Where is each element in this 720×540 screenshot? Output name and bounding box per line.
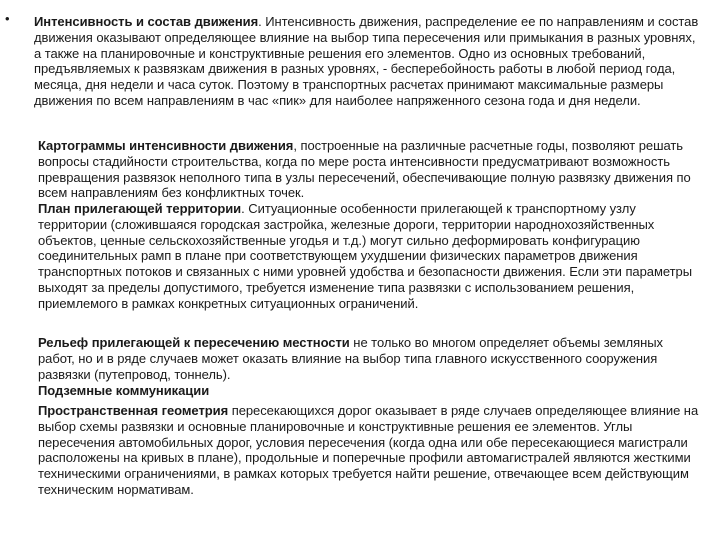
term-intensity-cartograms: Картограммы интенсивности движения [38,138,294,153]
term-adjacent-territory-plan: План прилегающей территории [38,201,242,216]
term-terrain-relief: Рельеф прилегающей к пересечению местности [38,335,350,350]
text-intensity-cartograms: , построенные на различные расчетные годы, позволяют решать вопросы стадийности строительства, когда по мере роста интенсивности предусматривают возможность превращения развязок неполного типа в узлы пересечений, обеспечивающие полную развязку движения по всем направлениям без конфликтных точек. [38,138,691,201]
bullet-marker: • [5,11,10,26]
paragraph-spatial-geometry [38,403,708,498]
paragraph-intensity-cartograms [38,138,702,201]
term-traffic-intensity: Интенсивность и состав движения [34,14,259,29]
paragraph-underground-utilities [38,383,698,399]
term-underground-utilities: Подземные коммуникации [38,383,210,398]
paragraph-terrain-relief [38,335,698,382]
text-terrain-relief: не только во многом определяет объемы земляных работ, но и в ряде случаев может оказать влияние на выбор типа главного искусственного сооружения развязки (путепровод, тоннель). [38,335,663,382]
paragraph-traffic-intensity [34,14,704,109]
text-adjacent-territory-plan: . Ситуационные особенности прилегающей к транспортному узлу территории (сложившаяся городская застройка, железные дороги, территории народнохозяйственных объектов, ценные сельскохозяйственные угодья и т.д.) могут сильно деформировать конфигурацию соединительных рамп в плане при соответствующем ухудшении физических параметров движения транспортных потоков и связанных с ними уровней удобства и безопасности движения. Если эти параметры выходят за пределы допустимого, требуется изменение типа развязки с использованием решения, приемлемого в рамках конкретных ситуационных ограничений. [38,201,692,311]
paragraph-adjacent-territory-plan [38,201,706,312]
term-spatial-geometry: Пространственная геометрия [38,403,229,418]
text-traffic-intensity: . Интенсивность движения, распределение ее по направлениям и состав движения оказывают определяющее влияние на выбор типа пересечения или примыкания в разных уровнях, а также на планировочные и конструктивные решения его элементов. Одно из основных требований, предъявляемых к развязкам движения в разных уровнях, - бесперебойность работы в любой период года, месяца, дня недели и часа суток. Поэтому в транспортных расчетах принимают максимальные размеры движения по всем направлениям в час «пик» для наиболее напряженного сезона года и дня недели. [34,14,699,108]
text-spatial-geometry: пересекающихся дорог оказывает в ряде случаев определяющее влияние на выбор схемы развязки и основные планировочные и конструктивные решения ее элементов. Углы пересечения автомобильных дорог, условия пересечения (когда одна или обе пересекающиеся магистрали расположены на кривых в плане), продольные и поперечные профили автомагистралей являются жесткими техническими ограничениями, в рамках которых требуется найти решение, отвечающее всем действующим техническим нормативам. [38,403,699,497]
